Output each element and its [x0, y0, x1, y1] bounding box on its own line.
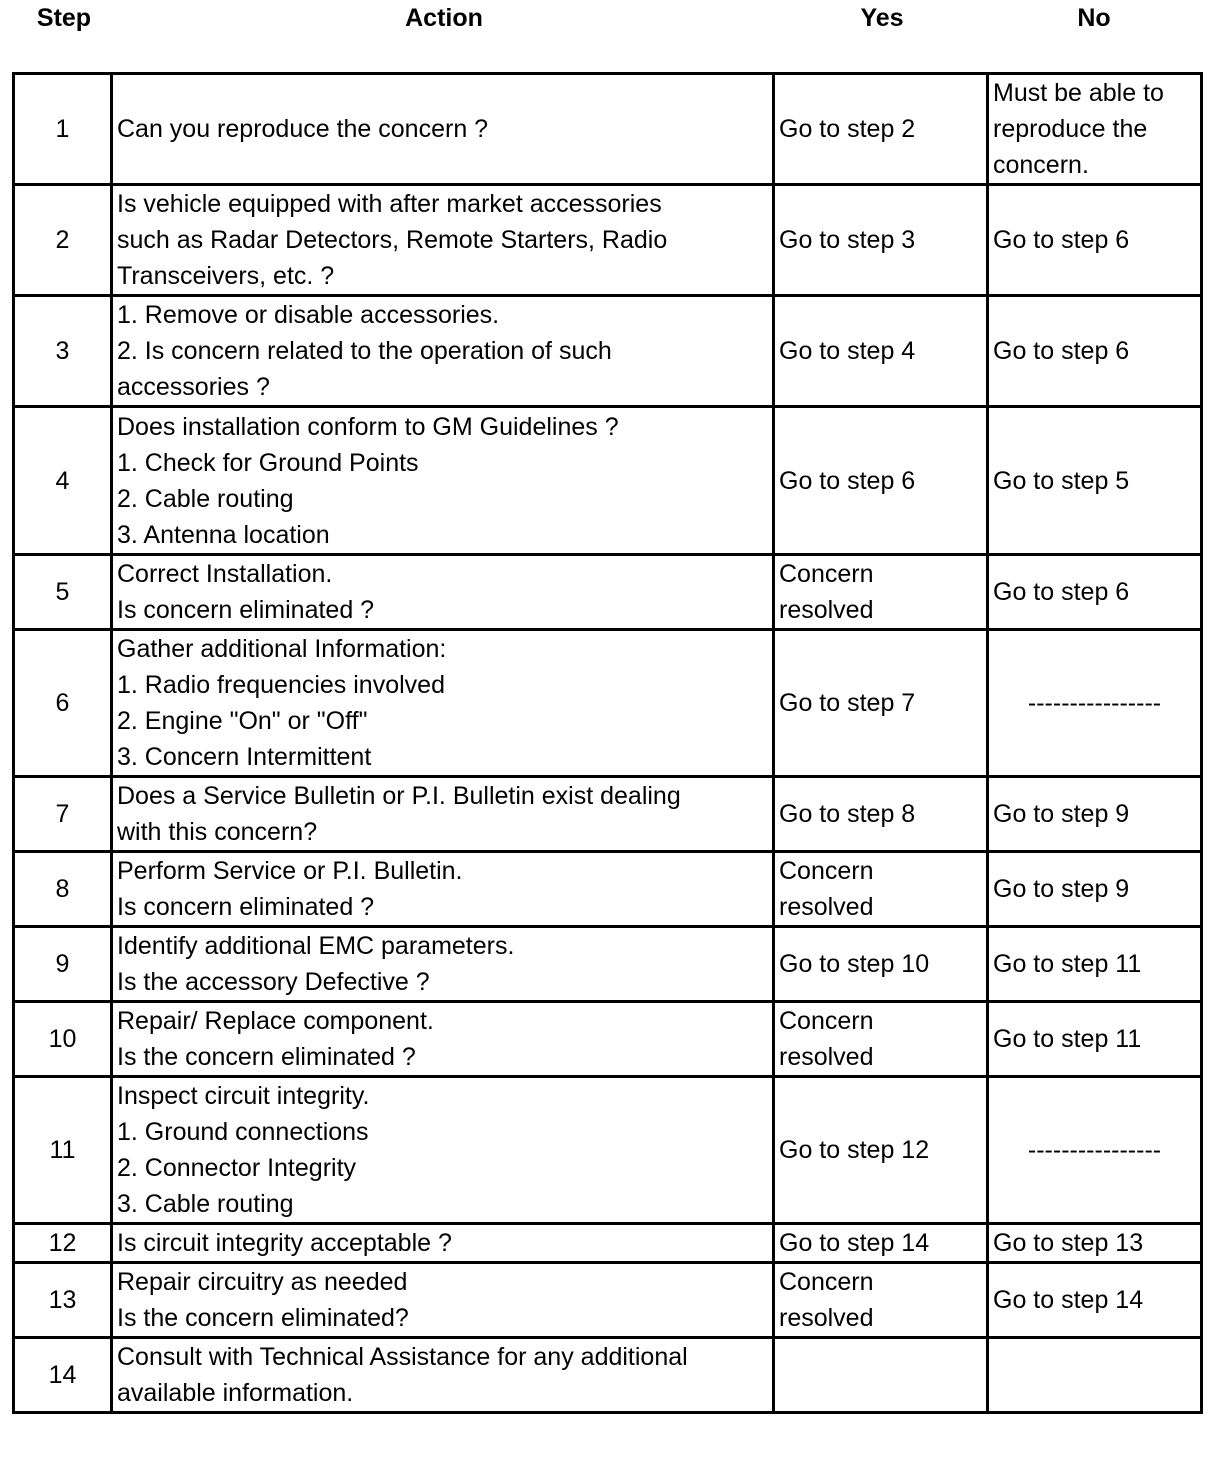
table-row [14, 1077, 1202, 1224]
no-cell: Must be able to reproduce the concern. [988, 74, 1202, 185]
step-number-cell: 2 [14, 185, 112, 296]
no-cell: Go to step 14 [988, 1263, 1202, 1338]
table-row [14, 555, 1202, 630]
header-step: Step [36, 4, 92, 32]
no-cell: Go to step 6 [988, 555, 1202, 630]
step-number-cell: 13 [14, 1263, 112, 1338]
table-row [14, 74, 1202, 185]
action-cell: Is circuit integrity acceptable ? [112, 1224, 774, 1263]
table-row [14, 630, 1202, 777]
action-cell: Does installation conform to GM Guidelines ? 1. Check for Ground Points 2. Cable routing 3. Antenna location [112, 407, 774, 555]
table-row [14, 185, 1202, 296]
step-number-cell: 7 [14, 777, 112, 852]
yes-cell: Go to step 6 [774, 407, 988, 555]
yes-cell: Go to step 2 [774, 74, 988, 185]
yes-cell: Go to step 7 [774, 630, 988, 777]
action-cell: Correct Installation. Is concern eliminated ? [112, 555, 774, 630]
no-cell: Go to step 9 [988, 777, 1202, 852]
table-row [14, 1224, 1202, 1263]
action-cell: Does a Service Bulletin or P.I. Bulletin exist dealing with this concern? [112, 777, 774, 852]
step-number-cell: 12 [14, 1224, 112, 1263]
action-cell: Repair circuitry as needed Is the concern eliminated? [112, 1263, 774, 1338]
table-row [14, 407, 1202, 555]
step-number-cell: 4 [14, 407, 112, 555]
action-cell: 1. Remove or disable accessories. 2. Is concern related to the operation of such accessories ? [112, 296, 774, 407]
yes-cell: Concern resolved [774, 1002, 988, 1077]
action-cell: Consult with Technical Assistance for any additional available information. [112, 1338, 774, 1413]
table-row [14, 1263, 1202, 1338]
yes-cell: Go to step 3 [774, 185, 988, 296]
step-number-cell: 5 [14, 555, 112, 630]
no-cell: Go to step 5 [988, 407, 1202, 555]
diagnostic-steps-table [12, 72, 1203, 1414]
action-cell: Identify additional EMC parameters. Is the accessory Defective ? [112, 927, 774, 1002]
table-body [14, 74, 1202, 1413]
table-row [14, 1002, 1202, 1077]
no-cell: Go to step 9 [988, 852, 1202, 927]
yes-cell: Go to step 10 [774, 927, 988, 1002]
no-cell: Go to step 11 [988, 927, 1202, 1002]
no-cell: ---------------- [988, 630, 1202, 777]
header-no: No [1077, 4, 1111, 32]
action-cell: Is vehicle equipped with after market accessories such as Radar Detectors, Remote Starters, Radio Transceivers, etc. ? [112, 185, 774, 296]
step-number-cell: 10 [14, 1002, 112, 1077]
table-header-row [0, 0, 1216, 40]
no-cell: Go to step 6 [988, 185, 1202, 296]
step-number-cell: 1 [14, 74, 112, 185]
table-row [14, 1338, 1202, 1413]
action-cell: Inspect circuit integrity. 1. Ground connections 2. Connector Integrity 3. Cable routing [112, 1077, 774, 1224]
yes-cell: Go to step 14 [774, 1224, 988, 1263]
yes-cell: Concern resolved [774, 555, 988, 630]
step-number-cell: 3 [14, 296, 112, 407]
yes-cell: Go to step 8 [774, 777, 988, 852]
yes-cell [774, 1338, 988, 1413]
action-cell: Gather additional Information: 1. Radio frequencies involved 2. Engine "On" or "Off" 3. Concern Intermittent [112, 630, 774, 777]
step-number-cell: 6 [14, 630, 112, 777]
table-row [14, 852, 1202, 927]
yes-cell: Concern resolved [774, 1263, 988, 1338]
yes-cell: Go to step 12 [774, 1077, 988, 1224]
step-number-cell: 9 [14, 927, 112, 1002]
no-cell: Go to step 6 [988, 296, 1202, 407]
step-number-cell: 14 [14, 1338, 112, 1413]
no-cell: Go to step 11 [988, 1002, 1202, 1077]
yes-cell: Go to step 4 [774, 296, 988, 407]
header-yes: Yes [860, 4, 904, 32]
no-cell [988, 1338, 1202, 1413]
action-cell: Repair/ Replace component. Is the concern eliminated ? [112, 1002, 774, 1077]
table-row [14, 777, 1202, 852]
header-action: Action [405, 4, 483, 32]
no-cell: ---------------- [988, 1077, 1202, 1224]
table-row [14, 927, 1202, 1002]
action-cell: Can you reproduce the concern ? [112, 74, 774, 185]
yes-cell: Concern resolved [774, 852, 988, 927]
action-cell: Perform Service or P.I. Bulletin. Is concern eliminated ? [112, 852, 774, 927]
table-row [14, 296, 1202, 407]
step-number-cell: 11 [14, 1077, 112, 1224]
step-number-cell: 8 [14, 852, 112, 927]
no-cell: Go to step 13 [988, 1224, 1202, 1263]
